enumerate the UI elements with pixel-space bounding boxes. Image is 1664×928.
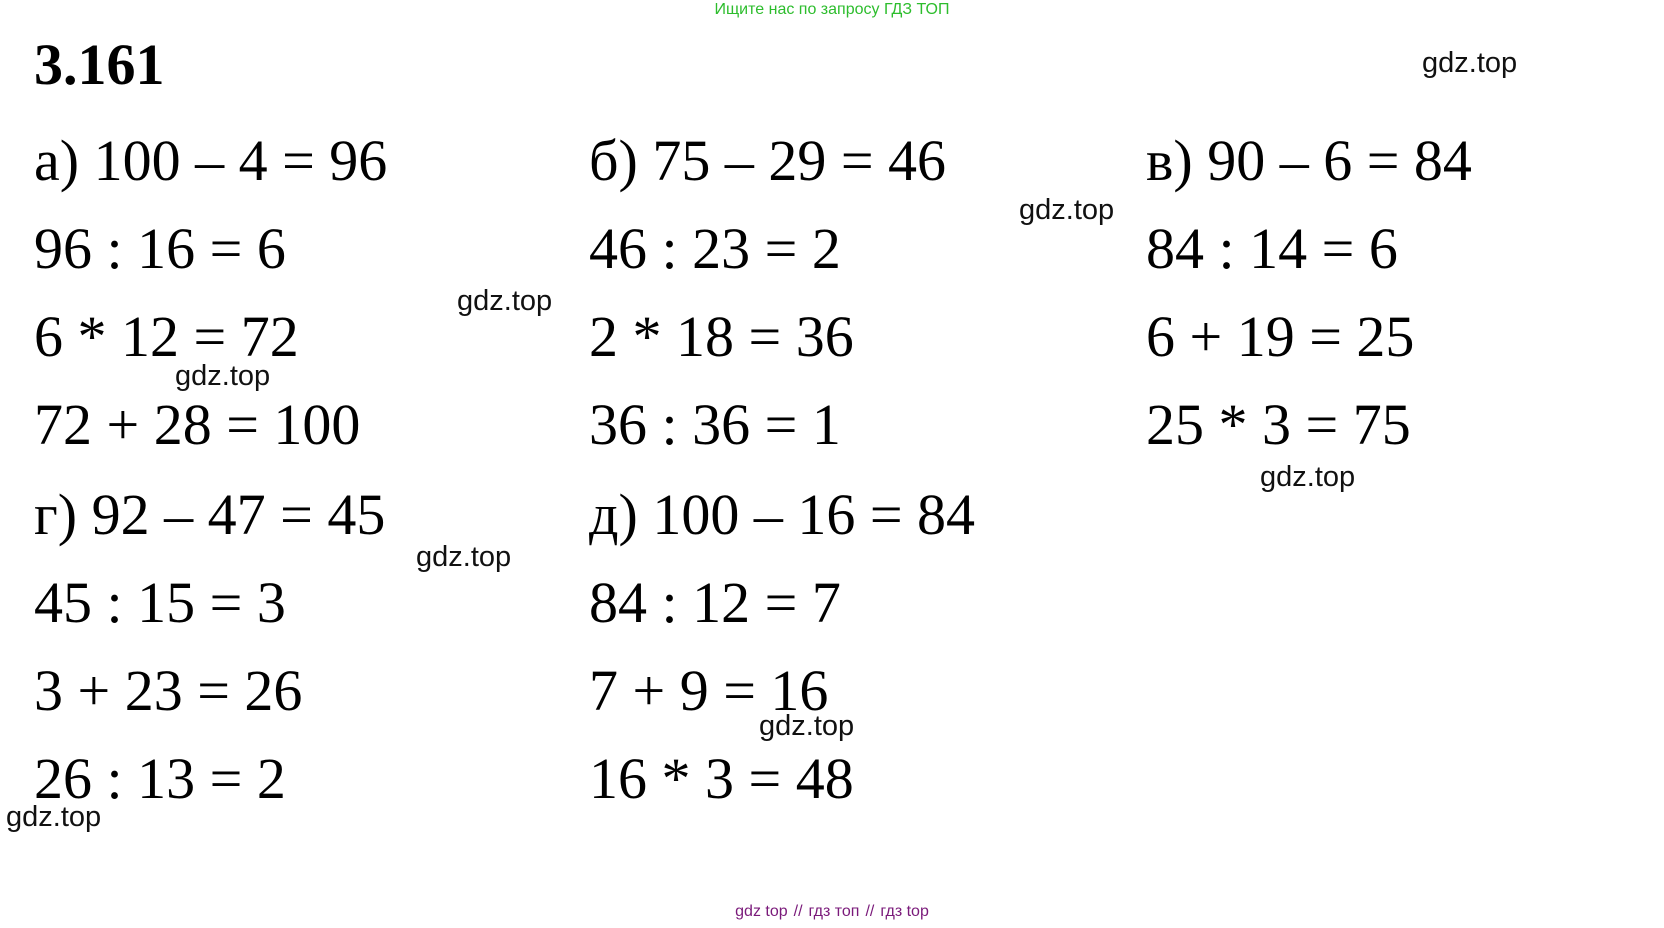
equation-v-1: в) 90 – 6 = 84: [1146, 128, 1472, 193]
watermark: gdz.top: [416, 541, 512, 573]
footer-separator: //: [793, 903, 803, 920]
equation-g-2: 45 : 15 = 3: [34, 570, 286, 635]
equation-b-2: 46 : 23 = 2: [589, 216, 841, 281]
equation-b-4: 36 : 36 = 1: [589, 392, 841, 457]
equation-d-4: 16 * 3 = 48: [589, 746, 854, 811]
footer-part: gdz top: [735, 903, 788, 920]
equation-b-1: б) 75 – 29 = 46: [589, 128, 947, 193]
equation-a-1: а) 100 – 4 = 96: [34, 128, 388, 193]
watermark: gdz.top: [1422, 47, 1518, 79]
equation-a-4: 72 + 28 = 100: [34, 392, 361, 457]
watermark: gdz.top: [1019, 194, 1115, 226]
equation-d-2: 84 : 12 = 7: [589, 570, 841, 635]
equation-a-3: 6 * 12 = 72: [34, 304, 299, 369]
top-banner: Ищите нас по запросу ГДЗ ТОП: [714, 1, 950, 18]
watermark: gdz.top: [457, 285, 553, 317]
equation-g-3: 3 + 23 = 26: [34, 658, 303, 723]
footer: [0, 903, 1664, 921]
watermark: gdz.top: [759, 710, 855, 742]
watermark: gdz.top: [1260, 461, 1356, 493]
equation-a-2: 96 : 16 = 6: [34, 216, 286, 281]
equation-g-4: 26 : 13 = 2: [34, 746, 286, 811]
equation-v-2: 84 : 14 = 6: [1146, 216, 1398, 281]
problem-number: 3.161: [34, 32, 165, 97]
watermark: gdz.top: [175, 360, 271, 392]
equation-g-1: г) 92 – 47 = 45: [34, 482, 386, 547]
equation-v-4: 25 * 3 = 75: [1146, 392, 1411, 457]
footer-part: гдз top: [880, 903, 929, 920]
equation-v-3: 6 + 19 = 25: [1146, 304, 1415, 369]
equation-d-3: 7 + 9 = 16: [589, 658, 829, 723]
footer-separator: //: [865, 903, 875, 920]
watermark: gdz.top: [6, 801, 102, 833]
equation-b-3: 2 * 18 = 36: [589, 304, 854, 369]
equation-d-1: д) 100 – 16 = 84: [589, 482, 976, 547]
footer-part: гдз топ: [808, 903, 860, 920]
